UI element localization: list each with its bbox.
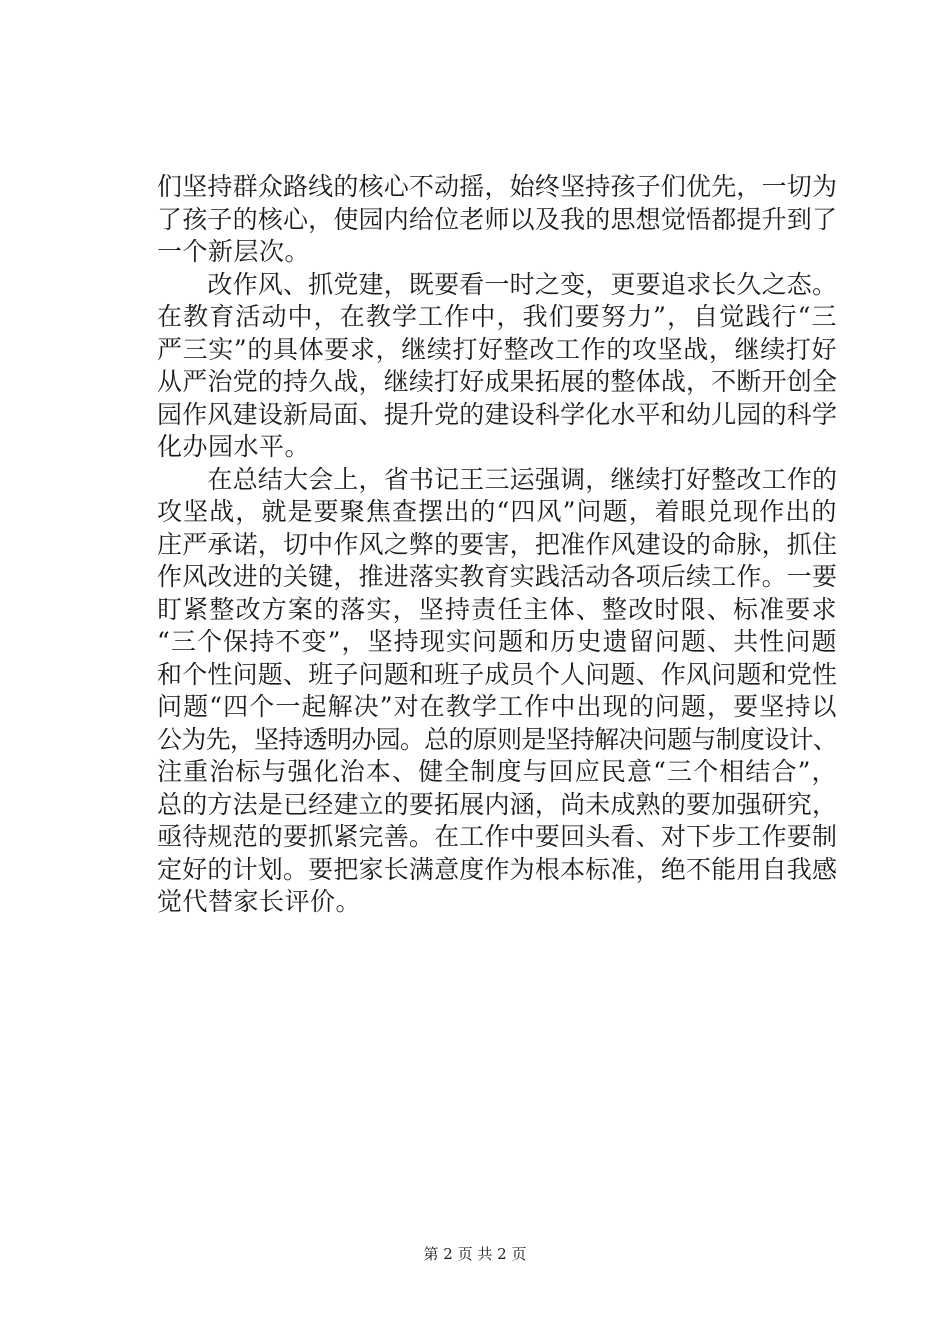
text-line: 一个新层次。 [157,237,311,266]
text-line: 们坚持群众路线的核心不动摇，始终坚持孩子们优先，一切为 [157,172,837,201]
text-line: 定好的计划。要把家长满意度作为根本标准，绝不能用自我感 [157,854,837,884]
text-line: 庄严承诺，切中作风之弊的要害，把准作风建设的命脉，抓住 [157,529,837,559]
text-line: 公为先，坚持透明办园。总的原则是坚持解决问题与制度设计、 [157,724,837,754]
text-line: 亟待规范的要抓紧完善。在工作中要回头看、对下步工作要制 [157,822,837,851]
text-line: 从严治党的持久战，继续打好成果拓展的整体战，不断开创全 [157,367,837,396]
text-line: 了孩子的核心，使园内给位老师以及我的思想觉悟都提升到了 [157,204,837,234]
text-line: 作风改进的关键，推进落实教育实践活动各项后续工作。一要 [157,562,837,591]
text-line: 和个性问题、班子问题和班子成员个人问题、作风问题和党性 [157,659,837,689]
body-text [157,171,837,919]
text-line: 攻坚战，就是要聚焦查摆出的“四风”问题，着眼兑现作出的 [157,497,837,526]
text-line: 问题“四个一起解决”对在教学工作中出现的问题，要坚持以 [157,692,837,721]
text-line: 在教育活动中，在教学工作中，我们要努力”，自觉践行“三 [157,302,837,331]
text-line: 化办园水平。 [157,432,311,461]
text-line: 注重治标与强化治本、健全制度与回应民意“三个相结合”， [157,757,837,786]
text-line: 改作风、抓党建，既要看一时之变，更要追求长久之态。 [157,269,837,299]
page-footer: 第 2 页 共 2 页 [423,1245,527,1263]
text-line: 在总结大会上，省书记王三运强调，继续打好整改工作的 [157,464,837,494]
text-line: 盯紧整改方案的落实，坚持责任主体、整改时限、标准要求 [157,594,837,624]
text-line: 园作风建设新局面、提升党的建设科学化水平和幼儿园的科学 [157,399,837,429]
text-line: 总的方法是已经建立的要拓展内涵，尚未成熟的要加强研究， [157,789,837,819]
text-line: “三个保持不变”，坚持现实问题和历史遗留问题、共性问题 [157,627,837,656]
text-line: 严三实”的具体要求，继续打好整改工作的攻坚战，继续打好 [157,334,837,364]
text-line: 觉代替家长评价。 [157,887,362,916]
